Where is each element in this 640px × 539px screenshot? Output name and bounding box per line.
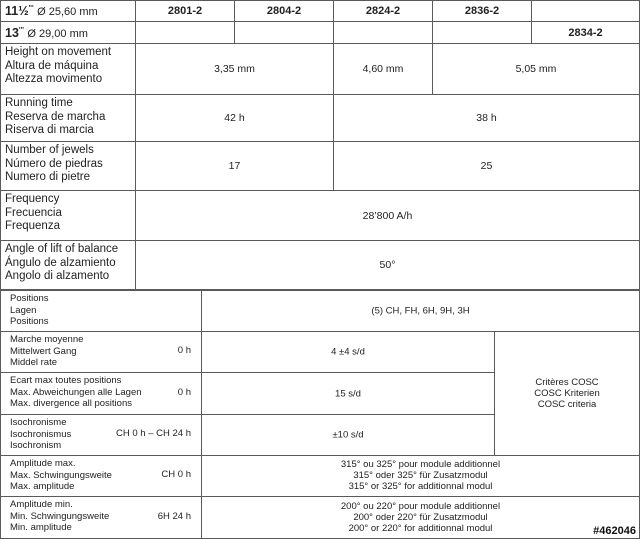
jewels-label-text <box>5 144 103 185</box>
cosc-mean-value-cell <box>201 331 495 373</box>
cosc-mean-label <box>0 331 202 373</box>
frequency-value-cell <box>135 190 640 241</box>
height-value-3: 5,05 mm <box>515 63 557 75</box>
column-2801-label: 2801-2 <box>167 5 203 17</box>
jewels-value-2: 25 <box>480 160 493 172</box>
isochronism-label-en: Isochronism <box>10 440 62 452</box>
cosc-isochronism-label <box>0 414 202 456</box>
divergence-hours: 0 h <box>177 387 191 398</box>
height-value-1: 3,35 mm <box>214 63 255 75</box>
positions-label-text <box>10 293 49 328</box>
mean-label-text <box>10 334 83 369</box>
header-col-2836 <box>432 0 532 22</box>
isochronism-hours: CH 0 h – CH 24 h <box>116 428 191 439</box>
cosc-amp-max-value-cell <box>201 455 640 497</box>
running-value-2: 38 h <box>476 112 497 124</box>
jewels-label-it: Numero di pietre <box>5 171 91 184</box>
frequency-value: 28’800 A/h <box>362 209 413 222</box>
cosc-criteria-cell <box>494 331 640 456</box>
cosc-amp-min-value-cell <box>201 496 640 539</box>
height-label-it: Altezza movimento <box>5 73 103 86</box>
cosc-amp-max-label <box>0 455 202 497</box>
amp-max-label-de: Max. Schwingungsweite <box>10 469 112 481</box>
header-row2-empty-3 <box>333 21 433 44</box>
angle-label-en: Angle of lift of balance <box>5 243 119 255</box>
header-col-2824 <box>333 0 433 22</box>
amp-min-value <box>202 501 639 535</box>
column-2834-label: 2834-2 <box>568 26 603 39</box>
amp-min-hours: 6H 24 h <box>157 511 191 522</box>
row-jewels-label <box>0 141 136 191</box>
running-label-es: Reserva de marcha <box>5 110 106 123</box>
amp-min-value-fr: 200° ou 220° pour module additionnel <box>340 500 501 512</box>
amp-min-value-de: 200° oder 220° für Zusatzmodul <box>353 511 488 523</box>
row-height-label <box>0 43 136 95</box>
mean-label-fr: Marche moyenne <box>10 334 84 345</box>
header-col-2834 <box>531 21 640 44</box>
frequency-label-it: Frequenza <box>5 220 60 233</box>
angle-value-cell <box>135 240 640 290</box>
criteria-en: COSC criteria <box>537 399 597 411</box>
amp-min-label-de: Min. Schwingungsweite <box>10 510 110 522</box>
isochronism-label-de: Isochronismus <box>10 428 72 440</box>
jewels-value-b <box>333 141 640 191</box>
running-value-1: 42 h <box>224 112 245 124</box>
column-2824-label: 2824-2 <box>365 5 401 17</box>
frequency-label-en: Frequency <box>5 193 60 205</box>
header-calibre-small-cell <box>0 21 136 44</box>
isochronism-label-fr: Isochronisme <box>10 417 67 428</box>
header-row2-empty-1 <box>135 21 235 44</box>
amp-min-label-text <box>10 499 109 534</box>
positions-value: (5) CH, FH, 6H, 9H, 3H <box>371 305 470 317</box>
amp-min-label-en: Min. amplitude <box>10 522 72 534</box>
cosc-criteria-text <box>495 377 639 411</box>
jewels-label-es: Número de piedras <box>5 157 103 170</box>
column-2836-label: 2836-2 <box>464 5 500 17</box>
amp-max-value-en: 315° or 325° for additionnal modul <box>348 481 493 493</box>
criteria-fr: Critères COSC <box>535 376 599 388</box>
jewels-value-1: 17 <box>228 160 241 172</box>
positions-label-de: Lagen <box>10 304 37 316</box>
diameter-large: Ø 25,60 mm <box>37 6 98 18</box>
angle-label-es: Ángulo de alzamiento <box>5 256 116 269</box>
cosc-isochronism-value-cell <box>201 414 495 456</box>
calibre-large <box>5 4 98 18</box>
reference-stamp: #462046 <box>593 525 636 537</box>
running-label-it: Riserva di marcia <box>5 124 94 137</box>
angle-label-it: Angolo di alzamento <box>5 270 110 283</box>
height-value-2: 4,60 mm <box>362 63 404 75</box>
calibre-large-value: 11½ <box>5 4 29 18</box>
header-row2-empty-4 <box>432 21 532 44</box>
mean-label-en: Middel rate <box>10 357 57 369</box>
diameter-small: Ø 29,00 mm <box>27 28 88 40</box>
height-label-text <box>5 46 111 87</box>
angle-value: 50° <box>379 259 396 271</box>
cosc-divergence-label <box>0 372 202 415</box>
height-label-es: Altura de máquina <box>5 59 99 72</box>
divergence-label-text <box>10 375 142 410</box>
amp-max-label-fr: Amplitude max. <box>10 458 76 469</box>
divergence-value: 15 s/d <box>335 387 361 399</box>
calibre-small-sup: ''' <box>18 26 24 34</box>
isochronism-value: ±10 s/d <box>332 429 364 441</box>
header-col-2804 <box>234 0 334 22</box>
divergence-label-de: Max. Abweichungen alle Lagen <box>10 386 142 398</box>
amp-min-label-fr: Amplitude min. <box>10 499 73 510</box>
positions-label-fr: Positions <box>10 293 49 304</box>
header-col-2801 <box>135 0 235 22</box>
amp-max-label-en: Max. amplitude <box>10 481 75 493</box>
amp-max-value <box>202 459 639 493</box>
height-label-en: Height on movement <box>5 46 112 58</box>
running-label-en: Running time <box>5 97 73 109</box>
row-frequency-label <box>0 190 136 241</box>
positions-label-en: Positions <box>10 316 49 328</box>
frequency-label-text <box>5 193 62 234</box>
angle-label-text <box>5 243 118 284</box>
row-angle-label <box>0 240 136 290</box>
amp-max-value-fr: 315° ou 325° pour module additionnel <box>340 459 501 471</box>
header-calibre-large-cell <box>0 0 136 22</box>
cosc-positions-value-cell <box>201 290 640 332</box>
column-2804-label: 2804-2 <box>266 5 302 17</box>
calibre-small-value: 13 <box>5 26 19 40</box>
frequency-label-es: Frecuencia <box>5 206 62 219</box>
header-col-empty <box>531 0 640 22</box>
amp-max-hours: CH 0 h <box>161 469 191 480</box>
calibre-small <box>5 26 88 40</box>
header-row2-empty-2 <box>234 21 334 44</box>
calibre-large-sup: ''' <box>28 4 34 12</box>
amp-min-value-en: 200° or 220° for additionnal modul <box>348 523 493 535</box>
mean-value: 4 ±4 s/d <box>331 346 365 358</box>
amp-max-label-text <box>10 458 112 493</box>
running-value-a <box>135 94 334 142</box>
isochronism-label-text <box>10 417 71 452</box>
mean-hours: 0 h <box>177 345 191 356</box>
jewels-label-en: Number of jewels <box>5 144 94 156</box>
amp-max-value-de: 315° oder 325° für Zusatzmodul <box>353 470 488 482</box>
running-value-b <box>333 94 640 142</box>
mean-label-de: Mittelwert Gang <box>10 345 77 357</box>
cosc-positions-label <box>0 290 202 332</box>
cosc-amp-min-label <box>0 496 202 539</box>
height-value-2801-2804 <box>135 43 334 95</box>
divergence-label-fr: Ecart max toutes positions <box>10 375 122 386</box>
height-value-2836-2834 <box>432 43 640 95</box>
divergence-label-en: Max. divergence all positions <box>10 398 132 410</box>
cosc-divergence-value-cell <box>201 372 495 415</box>
row-running-label <box>0 94 136 142</box>
jewels-value-a <box>135 141 334 191</box>
running-label-text <box>5 97 105 138</box>
height-value-2824 <box>333 43 433 95</box>
criteria-de: COSC Kriterien <box>534 387 600 399</box>
